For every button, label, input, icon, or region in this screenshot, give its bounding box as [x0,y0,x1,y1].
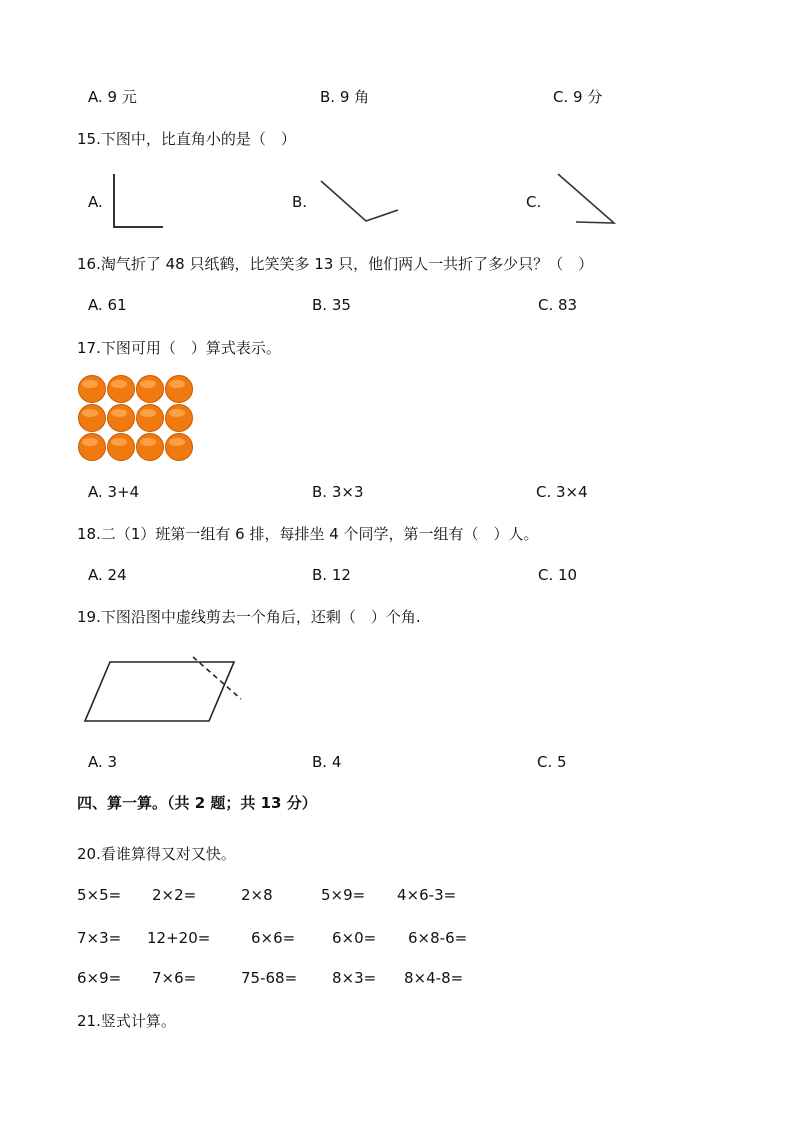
q20-r3-c4: 8×3= [332,969,377,987]
angle-b-obtuse [321,181,398,221]
q17-option-a[interactable]: A. 3+4 [88,483,140,501]
q18-stem: 18.二（1）班第一组有 6 排，每排坐 4 个同学，第一组有（ ）人。 [77,525,539,543]
q17-option-c[interactable]: C. 3×4 [536,483,588,501]
q18-option-a[interactable]: A. 24 [88,566,127,584]
orange-ball [108,405,135,432]
q19-option-b[interactable]: B. 4 [312,753,342,771]
q16-option-b[interactable]: B. 35 [312,296,351,314]
q20-r3-c5: 8×4-8= [404,969,464,987]
q19-option-c[interactable]: C. 5 [537,753,567,771]
q20-r2-c1: 7×3= [77,929,122,947]
q20-r2-c4: 6×0= [332,929,377,947]
orange-ball [79,434,106,461]
orange-grid-picture [76,374,196,462]
orange-ball [108,376,135,403]
q16-option-a[interactable]: A. 61 [88,296,127,314]
orange-ball [166,405,193,432]
q17-option-b[interactable]: B. 3×3 [312,483,364,501]
q18-option-b[interactable]: B. 12 [312,566,351,584]
angle-a-right-angle [114,174,163,227]
q15-label-b[interactable]: B. [292,193,308,211]
orange-ball [108,434,135,461]
q20-r2-c3: 6×6= [251,929,296,947]
q17-stem: 17.下图可用（ ）算式表示。 [77,339,281,357]
q20-r1-c5: 4×6-3= [397,886,457,904]
q20-r1-c3: 2×8 [241,886,273,904]
q15-stem: 15.下图中，比直角小的是（ ） [77,130,296,148]
q20-stem: 20.看谁算得又对又快。 [77,845,236,863]
orange-ball [79,376,106,403]
q20-r1-c4: 5×9= [321,886,366,904]
orange-ball [166,376,193,403]
q14-option-a[interactable]: A. 9 元 [88,88,137,106]
orange-ball [79,405,106,432]
q19-stem: 19.下图沿图中虚线剪去一个角后，还剩（ ）个角. [77,608,421,626]
angle-c-acute [558,174,614,223]
q20-r3-c2: 7×6= [152,969,197,987]
q18-option-c[interactable]: C. 10 [538,566,578,584]
orange-ball [166,434,193,461]
orange-ball [137,434,164,461]
q14-option-c[interactable]: C. 9 分 [553,88,603,106]
q16-option-c[interactable]: C. 83 [538,296,578,314]
orange-ball [137,405,164,432]
q15-label-a[interactable]: A. [88,193,103,211]
q15-label-c[interactable]: C. [526,193,542,211]
q20-r3-c3: 75-68= [241,969,298,987]
q19-option-a[interactable]: A. 3 [88,753,118,771]
q20-r3-c1: 6×9= [77,969,122,987]
q16-stem: 16.淘气折了 48 只纸鹤，比笑笑多 13 只，他们两人一共折了多少只？（ ） [77,255,594,273]
q21-stem: 21.竖式计算。 [77,1012,176,1030]
q14-option-b[interactable]: B. 9 角 [320,88,370,106]
q20-r2-c2: 12+20= [147,929,211,947]
orange-ball [137,376,164,403]
q20-r1-c2: 2×2= [152,886,197,904]
q20-r1-c1: 5×5= [77,886,122,904]
parallelogram-figure [85,662,234,721]
section-4-heading: 四、算一算。（共 2 题；共 13 分） [77,794,317,812]
q20-r2-c5: 6×8-6= [408,929,468,947]
